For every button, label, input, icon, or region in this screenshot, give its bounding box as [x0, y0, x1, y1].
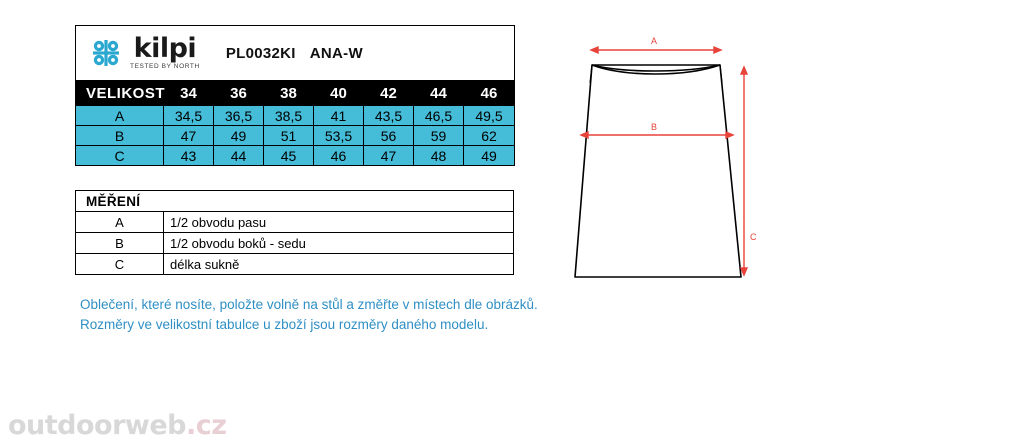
measurement-title: MĚŘENÍ	[76, 191, 514, 212]
cell-b-46: 62	[464, 126, 515, 146]
diagram-label-a: A	[651, 36, 658, 46]
measurement-title-row	[76, 191, 514, 212]
row-label-c: C	[76, 146, 164, 166]
size-header-46: 46	[464, 81, 515, 106]
measurement-label-c: C	[76, 254, 164, 275]
measurement-desc-c: délka sukně	[164, 254, 514, 275]
diagram-label-b: B	[651, 122, 658, 132]
product-code-block	[226, 45, 363, 62]
cell-a-34: 34,5	[164, 106, 214, 126]
table-row	[76, 254, 514, 275]
size-table	[75, 25, 515, 166]
brand-tagline: TESTED BY NORTH	[130, 63, 200, 71]
cell-b-44: 59	[414, 126, 464, 146]
cell-a-38: 38,5	[264, 106, 314, 126]
note-line-1: Oblečení, které nosíte, položte volně na stůl a změřte v místech dle obrázků.	[80, 297, 538, 312]
cell-c-42: 47	[364, 146, 414, 166]
row-label-b: B	[76, 126, 164, 146]
watermark-text: outdoorweb	[8, 410, 187, 441]
cell-a-46: 49,5	[464, 106, 515, 126]
size-header-34: 34	[164, 81, 214, 106]
cell-b-36: 49	[214, 126, 264, 146]
size-header-row	[76, 81, 515, 106]
brand-header-row	[76, 26, 515, 81]
size-header-40: 40	[314, 81, 364, 106]
product-code: PL0032KI	[225, 44, 296, 62]
cell-c-34: 43	[164, 146, 214, 166]
brand-name: kilpi	[133, 33, 197, 65]
size-header-label: VELIKOST	[76, 81, 164, 106]
cell-a-42: 43,5	[364, 106, 414, 126]
kilpi-clover-logo-icon	[88, 35, 124, 71]
skirt-outline-diagram	[545, 25, 825, 300]
table-row	[76, 212, 514, 233]
watermark	[8, 410, 227, 441]
cell-a-36: 36,5	[214, 106, 264, 126]
measurement-desc-a: 1/2 obvodu pasu	[164, 212, 514, 233]
cell-c-46: 49	[464, 146, 515, 166]
brand-header-cell	[76, 26, 515, 81]
note-line-2: Rozměry ve velikostní tabulce u zboží jsou rozměry daného modelu.	[80, 317, 489, 332]
table-row	[76, 146, 515, 166]
measurement-desc-b: 1/2 obvodu boků - sedu	[164, 233, 514, 254]
product-model: ANA-W	[309, 44, 363, 62]
size-header-36: 36	[214, 81, 264, 106]
watermark-suffix: .cz	[186, 410, 227, 441]
cell-b-34: 47	[164, 126, 214, 146]
measurement-label-b: B	[76, 233, 164, 254]
cell-a-40: 41	[314, 106, 364, 126]
cell-c-40: 46	[314, 146, 364, 166]
size-table-section	[75, 25, 514, 166]
table-row	[76, 233, 514, 254]
size-header-38: 38	[264, 81, 314, 106]
instructions-note	[80, 295, 680, 335]
cell-b-40: 53,5	[314, 126, 364, 146]
cell-c-44: 48	[414, 146, 464, 166]
cell-b-38: 51	[264, 126, 314, 146]
row-label-a: A	[76, 106, 164, 126]
size-header-44: 44	[414, 81, 464, 106]
table-row	[76, 106, 515, 126]
cell-c-38: 45	[264, 146, 314, 166]
table-row	[76, 126, 515, 146]
cell-b-42: 56	[364, 126, 414, 146]
measurement-table-section	[75, 190, 514, 275]
measurement-table	[75, 190, 514, 275]
measurement-label-a: A	[76, 212, 164, 233]
cell-a-44: 46,5	[414, 106, 464, 126]
size-header-42: 42	[364, 81, 414, 106]
cell-c-36: 44	[214, 146, 264, 166]
diagram-label-c: C	[750, 232, 757, 242]
